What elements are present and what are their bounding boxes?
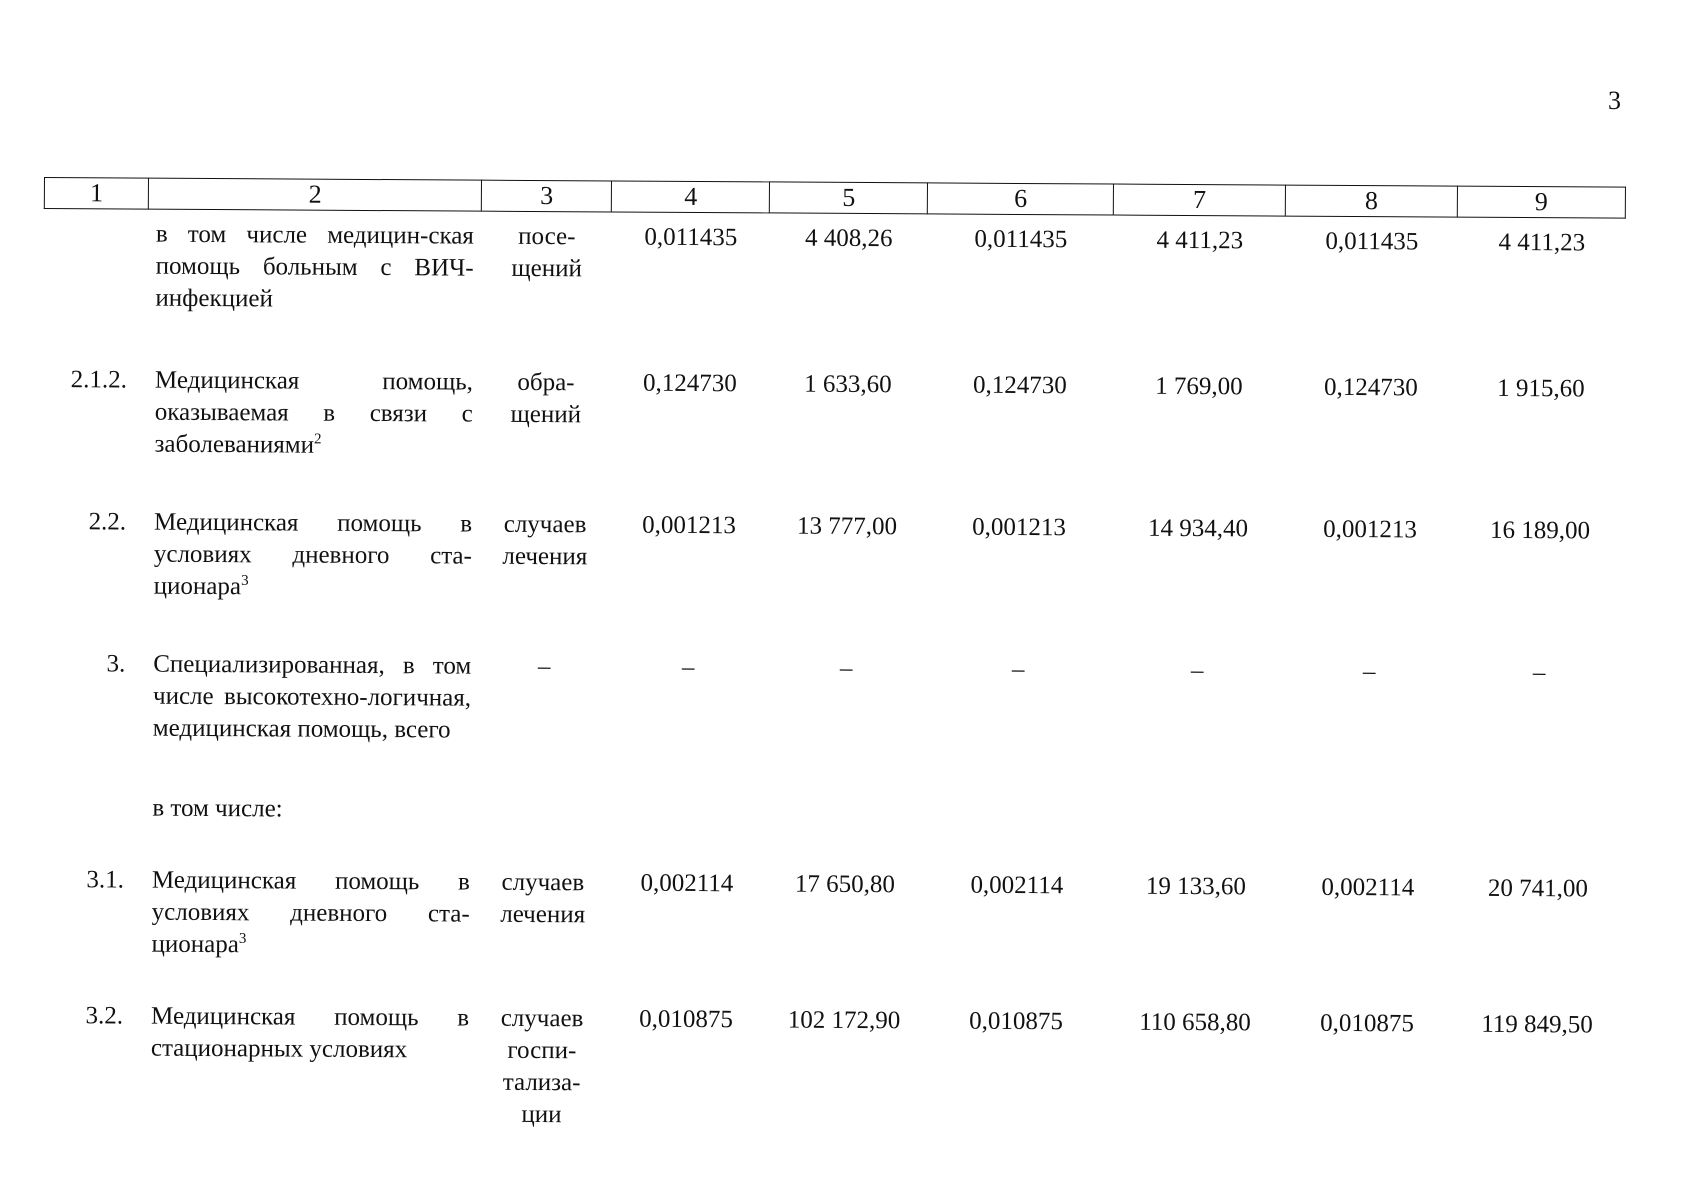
row-unit: случаев лечения: [500, 868, 586, 929]
cell-col5: –: [839, 654, 853, 682]
cell-col8: 0,124730: [1323, 373, 1418, 402]
cell-col9: –: [1532, 659, 1546, 687]
description-text: Специализированная, в том числе высокотехно-логичная, медицинская помощь, всего: [152, 650, 472, 744]
row-number: 3.2.: [85, 1002, 124, 1030]
cell-col6: 0,011435: [974, 225, 1068, 254]
cell-col8: 0,002114: [1321, 873, 1415, 902]
cell-col5: 13 777,00: [797, 512, 898, 541]
cell-col6: 0,002114: [970, 871, 1064, 900]
row-number: 2.1.2.: [70, 366, 128, 394]
row-description: [144, 787, 478, 827]
cell-col5: 17 650,80: [794, 870, 895, 899]
table-row: [41, 642, 1624, 754]
data-table: [38, 212, 1626, 1138]
table-row: [43, 212, 1626, 324]
cell-col8: [1282, 794, 1454, 833]
cell-col7: 4 411,23: [1156, 226, 1244, 255]
cell-col9: 4 411,23: [1498, 228, 1586, 257]
cell-col9: [1454, 795, 1622, 834]
column-header: 9: [1457, 186, 1625, 218]
cell-col7: 1 769,00: [1155, 372, 1243, 401]
cell-col4: 0,001213: [642, 511, 737, 540]
cell-col4: 0,002114: [640, 869, 734, 898]
cell-col7: 110 658,80: [1139, 1008, 1251, 1037]
row-description: [147, 213, 482, 317]
cell-col5: 102 172,90: [787, 1006, 901, 1035]
footnote-marker: 3: [241, 572, 249, 589]
row-unit: обра-щений: [510, 368, 582, 429]
cell-col4: [608, 789, 766, 828]
cell-col6: 0,010875: [969, 1007, 1064, 1036]
row-description: [146, 359, 481, 463]
row-unit: случаев госпи-тализа-ции: [500, 1004, 584, 1129]
column-header: 3: [481, 180, 611, 212]
table-row: [42, 500, 1625, 612]
column-header: 4: [612, 181, 770, 213]
column-header: 2: [149, 178, 482, 211]
row-unit: [478, 789, 608, 828]
column-header: 5: [770, 182, 928, 214]
row-description: [145, 643, 480, 747]
cell-col6: –: [1011, 655, 1025, 683]
cell-col8: 0,001213: [1323, 515, 1418, 544]
cell-col4: 0,011435: [644, 223, 738, 252]
column-header: 8: [1285, 185, 1457, 217]
table-row: [38, 994, 1621, 1138]
row-description: [146, 501, 481, 605]
row-unit: случаев лечения: [502, 510, 588, 571]
cell-col4: 0,124730: [643, 369, 737, 398]
row-number: 3.: [106, 650, 126, 678]
description-text: в том числе:: [152, 794, 283, 823]
footnote-marker: 2: [314, 431, 322, 448]
row-number: [43, 212, 148, 315]
footnote-marker: 3: [238, 930, 247, 947]
column-header: 6: [928, 183, 1114, 215]
row-unit: посе-щений: [511, 222, 582, 283]
cell-col6: 0,001213: [972, 513, 1067, 542]
cell-col9: 119 849,50: [1481, 1010, 1593, 1039]
cell-col7: 19 133,60: [1145, 872, 1246, 901]
description-text: Медицинская помощь, оказываемая в связи с заболеваниями: [154, 366, 474, 459]
cell-col7: 14 934,40: [1148, 514, 1249, 543]
row-number: 3.1.: [86, 866, 125, 894]
cell-col6: [924, 791, 1110, 830]
cell-col6: 0,124730: [973, 371, 1067, 400]
row-number: 2.2.: [88, 508, 127, 536]
column-header: 1: [44, 178, 149, 210]
cell-col8: 0,011435: [1325, 227, 1419, 256]
row-number: [40, 786, 144, 825]
cell-col9: 1 915,60: [1497, 374, 1585, 403]
page-number: 3: [1608, 86, 1621, 115]
cell-col5: [766, 790, 924, 829]
row-description: [143, 859, 478, 963]
description-text: в том числе медицин-ская помощь больным с ВИЧ-инфекцией: [155, 220, 474, 313]
row-description: [142, 995, 477, 1131]
cell-col8: 0,010875: [1320, 1009, 1415, 1038]
row-unit: –: [537, 653, 551, 681]
cell-col8: –: [1362, 658, 1376, 686]
cell-col7: –: [1190, 657, 1204, 685]
description-text: Медицинская помощь в стационарных условиях: [150, 1002, 470, 1064]
cell-col5: 1 633,60: [804, 370, 892, 399]
cell-col5: 4 408,26: [805, 224, 893, 253]
description-text: Медицинская помощь в условиях дневного ста-ционара: [153, 508, 473, 601]
cell-col4: 0,010875: [639, 1005, 734, 1034]
description-text: Медицинская помощь в условиях дневного ста-ционара: [151, 866, 470, 959]
column-header-row: [44, 177, 1626, 219]
cell-col9: 16 189,00: [1489, 516, 1591, 545]
cell-col4: –: [681, 653, 695, 681]
table-row: [42, 358, 1625, 470]
column-header: 7: [1113, 184, 1285, 216]
table-row: [39, 858, 1622, 970]
cell-col7: [1110, 793, 1282, 832]
cell-col9: 20 741,00: [1487, 874, 1588, 903]
